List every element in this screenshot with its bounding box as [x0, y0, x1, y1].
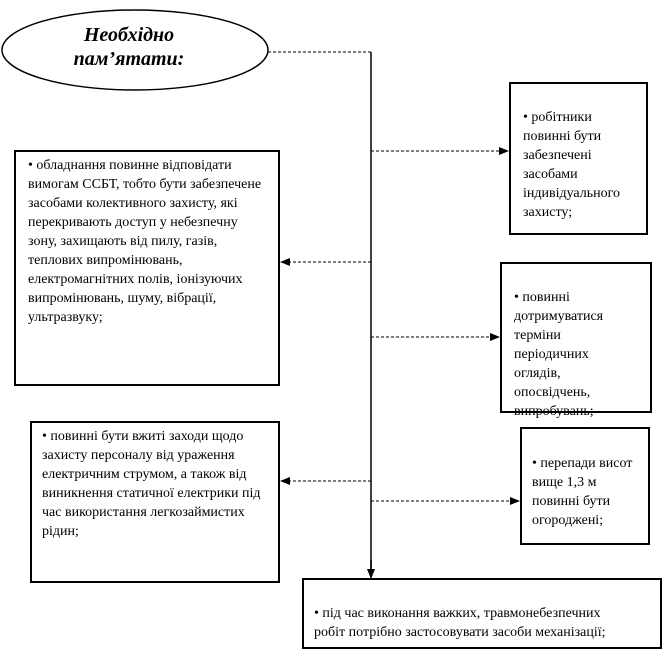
electrical-box — [30, 421, 280, 583]
mechanization-text: • під час виконання важких, травмонебезпечних робіт потрібно застосовувати засоби механізації; — [314, 606, 606, 640]
inspections-box — [500, 262, 652, 419]
mechanization-box — [302, 578, 662, 649]
inspections-text: • повинні дотримуватися терміни періодичних оглядів, опосвідчень, випробувань; — [514, 290, 604, 419]
title-text: Необхідно пам’ятати: — [73, 24, 185, 70]
heights-box — [520, 427, 650, 545]
electrical-text: • повинні бути вжиті заходи щодо захисту персоналу від ураження електричним струмом, а також від виникнення статичної електрики під час використання легкозаймистих рідин; — [42, 429, 261, 539]
equipment-box — [14, 150, 280, 386]
heights-text: • перепади висот вище 1,3 м повинні бути огороджені; — [532, 456, 633, 528]
equipment-text: • обладнання повинне відповідати вимогам ССБТ, тобто бути забезпечене засобами колективного захисту, які перекривають доступ у небезпечну зону, захищають від пилу, газів, теплових випромінювань, електромагнітних полів, іонізуючих випромінювань, шуму, вібрації, ультразвуку; — [28, 158, 262, 325]
workers-text: • робітники повинні бути забезпечені засобами індивідуального захисту; — [523, 110, 621, 220]
workers-box — [509, 82, 648, 235]
